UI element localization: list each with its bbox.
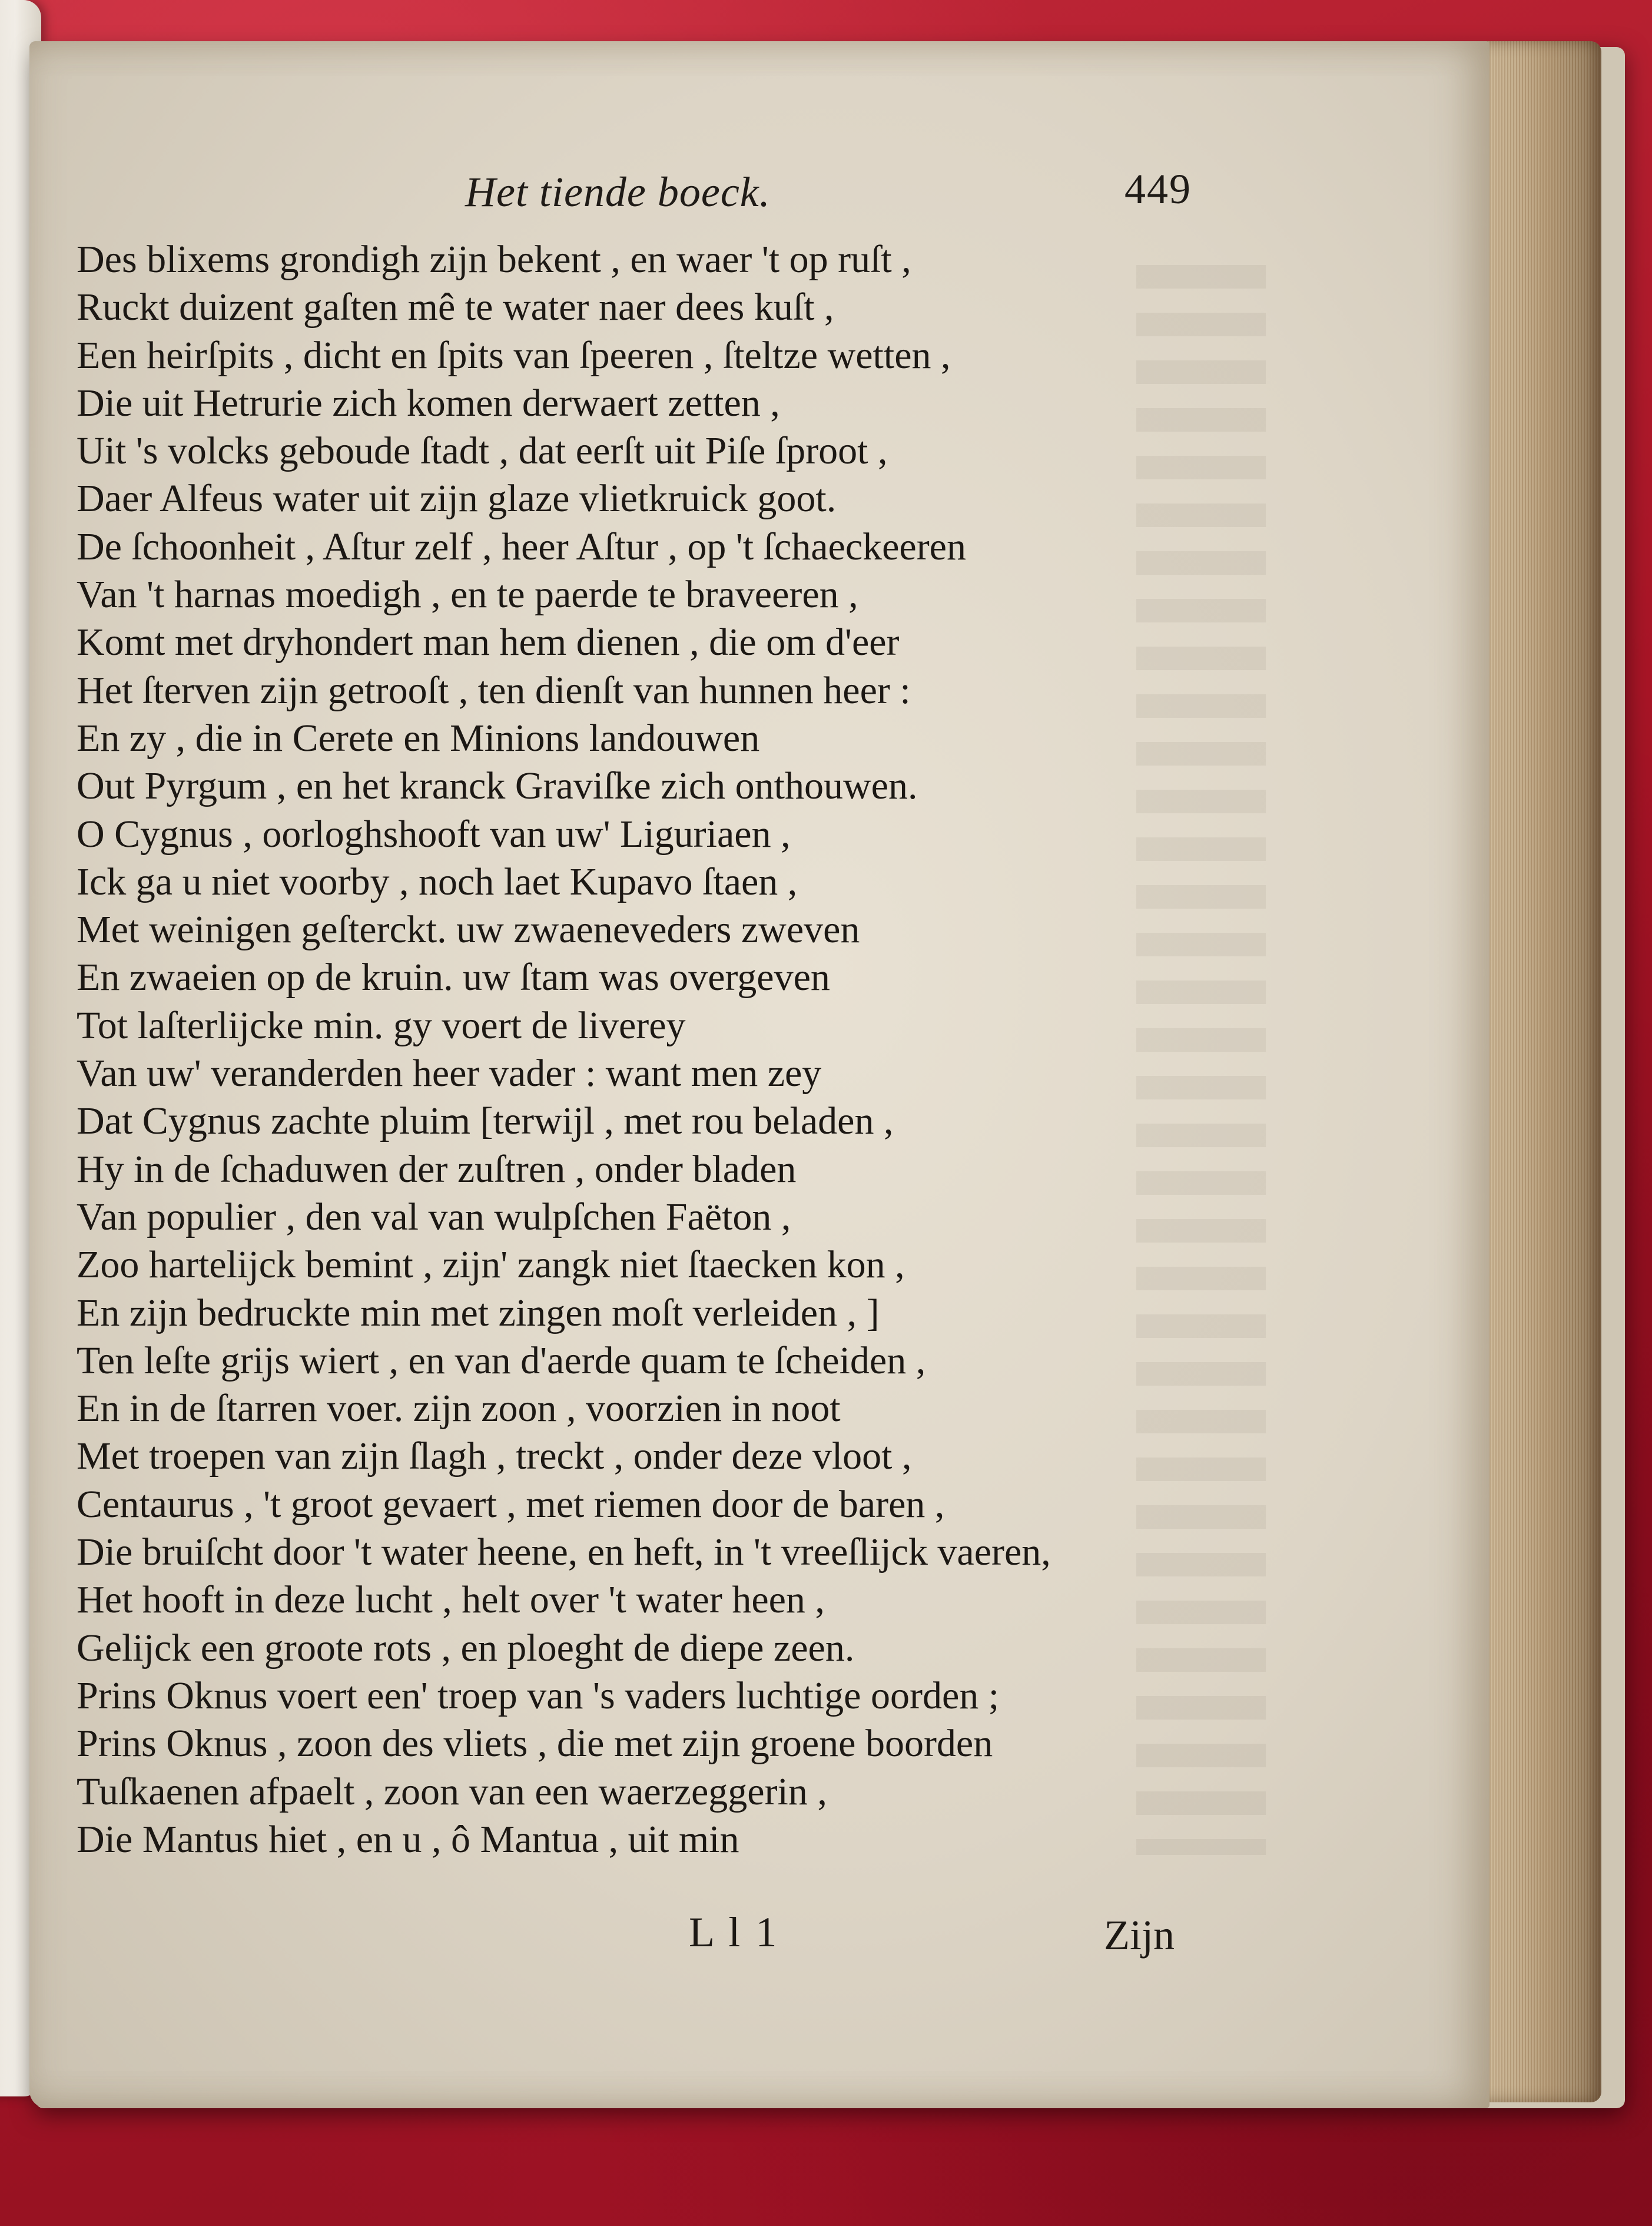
poem-line: En zijn bedruckte min met zingen moſt verleiden , ] xyxy=(77,1291,880,1334)
poem-line: Daer Alfeus water uit zijn glaze vlietkruick goot. xyxy=(77,477,837,521)
poem-line: En zwaeien op de kruin. uw ſtam was overgeven xyxy=(77,956,830,999)
poem-line: En in de ſtarren voer. zijn zoon , voorzien in noot xyxy=(77,1387,841,1430)
poem-line: Met weinigen geſterckt. uw zwaeneveders zweven xyxy=(77,908,860,952)
poem-line: En zy , die in Cerete en Minions landouwen xyxy=(77,716,760,760)
signature-mark: L l 1 xyxy=(689,1909,779,1956)
poem-line: O Cygnus , oorloghshooft van uw' Liguriaen , xyxy=(77,812,791,856)
poem-line: Het ſterven zijn getrooſt , ten dienſt van hunnen heer : xyxy=(77,668,911,712)
poem-line: Prins Oknus voert een' troep van 's vaders luchtige oorden ; xyxy=(77,1674,1000,1717)
poem-line: Ten leſte grijs wiert , en van d'aerde quam te ſcheiden , xyxy=(77,1339,926,1382)
poem-line: Uit 's volcks geboude ſtadt , dat eerſt uit Piſe ſproot , xyxy=(77,429,888,473)
poem-line: De ſchoonheit , Aſtur zelf , heer Aſtur , op 't ſchaeckeeren xyxy=(77,525,966,568)
poem-line: Gelijck een groote rots , en ploeght de diepe zeen. xyxy=(77,1626,855,1670)
poem-line: Des blixems grondigh zijn bekent , en waer 't op ruſt , xyxy=(77,238,911,281)
poem-line: Dat Cygnus zachte pluim [terwijl , met rou beladen , xyxy=(77,1099,894,1143)
page-number: 449 xyxy=(1124,165,1192,213)
poem-line: Zoo hartelijck bemint , zijn' zangk niet ſtaecken kon , xyxy=(77,1243,905,1287)
running-header xyxy=(29,41,1490,218)
poem-line: Die Mantus hiet , en u , ô Mantua , uit min xyxy=(77,1817,739,1861)
poem-line: Hy in de ſchaduwen der zuſtren , onder bladen xyxy=(77,1147,797,1191)
poem-line: Van uw' veranderden heer vader : want men zey xyxy=(77,1052,822,1095)
book-page xyxy=(29,41,1490,2108)
poem-line: Tuſkaenen afpaelt , zoon van een waerzeggerin , xyxy=(77,1770,827,1813)
poem-line: Van populier , den val van wulpſchen Faëton , xyxy=(77,1195,791,1238)
poem-line: Met troepen van zijn ſlagh , treckt , onder deze vloot , xyxy=(77,1435,912,1478)
catchword: Zijn xyxy=(1104,1912,1175,1959)
poem-line: Out Pyrgum , en het kranck Graviſke zich onthouwen. xyxy=(77,764,918,808)
poem-line: Een heirſpits , dicht en ſpits van ſpeeren , ſteltze wetten , xyxy=(77,333,951,377)
poem-line: Prins Oknus , zoon des vliets , die met zijn groene boorden xyxy=(77,1722,993,1765)
poem-line: Het hooft in deze lucht , helt over 't water heen , xyxy=(77,1578,825,1622)
running-title: Het tiende boeck. xyxy=(465,168,771,216)
poem-text-block xyxy=(77,236,1254,1863)
poem-line: Van 't harnas moedigh , en te paerde te braveeren , xyxy=(77,573,858,617)
poem-line: Die uit Hetrurie zich komen derwaert zetten , xyxy=(77,381,780,425)
poem-line: Die bruiſcht door 't water heene, en heft, in 't vreeſlijck vaeren, xyxy=(77,1531,1051,1574)
poem-line: Centaurus , 't groot gevaert , met riemen door de baren , xyxy=(77,1482,945,1526)
poem-line: Tot laſterlijcke min. gy voert de liverey xyxy=(77,1003,686,1047)
poem-line: Ick ga u niet voorby , noch laet Kupavo ſtaen , xyxy=(77,860,798,903)
poem-line: Ruckt duizent gaſten mê te water naer dees kuſt , xyxy=(77,286,834,329)
poem-line: Komt met dryhondert man hem dienen , die om d'eer xyxy=(77,621,900,664)
